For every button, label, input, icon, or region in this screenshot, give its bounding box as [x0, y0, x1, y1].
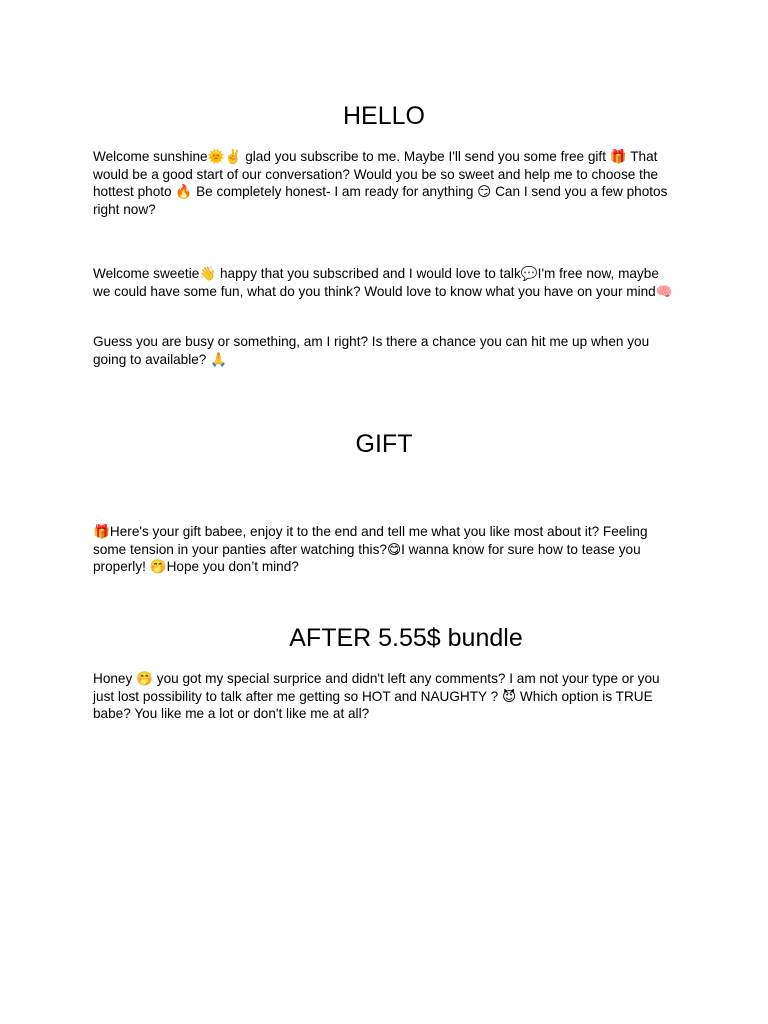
paragraph-welcome-sunshine: Welcome sunshine🌞✌️ glad you subscribe to me. Maybe I'll send you some free gift 🎁 That would be a good start of our conversation? Would you be so sweet and help me to choose the hottest photo 🔥 Be completely honest- I am ready for anything 😏 Can I send you a few photos right now? [93, 149, 668, 217]
paragraph-after-bundle-message: Honey 🤭 you got my special surprice and didn't left any comments? I am not your type or you just lost possibility to talk after me getting so HOT and NAUGHTY ? 😈 Which option is TRUE babe? You like me a lot or don't like me at all? [93, 671, 660, 721]
paragraph-welcome-sweetie: Welcome sweetie👋 happy that you subscribed and I would love to talk💬I'm free now, maybe we could have some fun, what do you think? Would love to know what you have on your mind🧠 [93, 266, 673, 299]
heading-gift: GIFT [355, 430, 413, 458]
heading-hello: HELLO [343, 102, 425, 130]
heading-after-bundle: AFTER 5.55$ bundle [289, 624, 523, 652]
paragraph-gift-message: 🎁Here's your gift babee, enjoy it to the end and tell me what you like most about it? Feeling some tension in your panties after watching this?😋I wanna know for sure how to tease you properly! 🤭Hope you don’t mind? [93, 524, 648, 574]
paragraph-busy-followup: Guess you are busy or something, am I right? Is there a chance you can hit me up when you going to available? 🙏 [93, 334, 650, 367]
